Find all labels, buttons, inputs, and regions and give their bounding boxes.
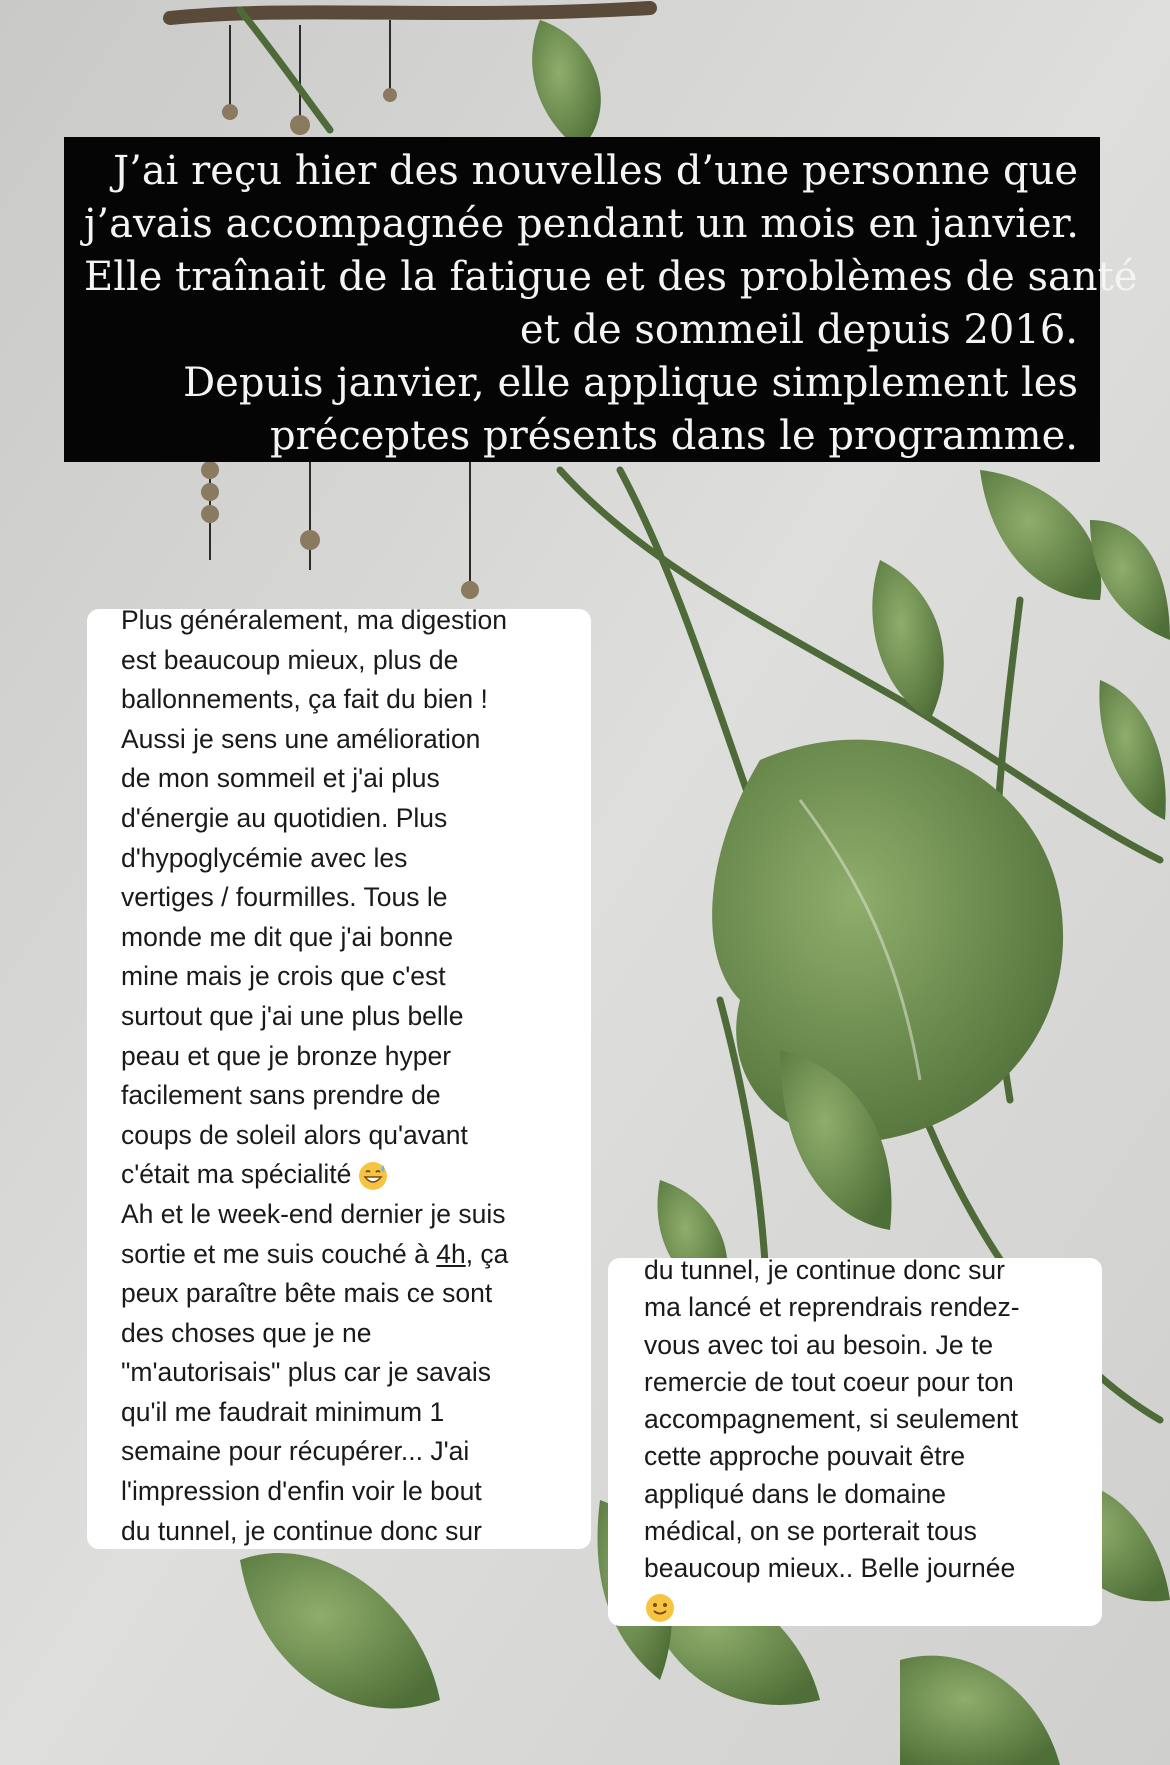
message-line xyxy=(121,1235,591,1275)
message-line: surtout que j'ai une plus belle xyxy=(121,1000,464,1031)
caption-line: J’ai reçu hier des nouvelles d’une personne que xyxy=(113,148,1078,194)
story-caption xyxy=(64,137,1138,462)
message-line: ballonnements, ça fait du bien ! xyxy=(121,684,488,715)
message-line: est beaucoup mieux, plus de xyxy=(121,644,459,675)
message-line: Plus généralement, ma digestion xyxy=(121,609,507,635)
message-line: "m'autorisais" plus car je savais xyxy=(121,1357,491,1388)
message-line: accompagnement, si seulement xyxy=(644,1404,1019,1435)
message-line: mine mais je crois que c'est xyxy=(121,961,446,992)
message-text: , ça xyxy=(465,1238,509,1269)
message-line: du tunnel, je continue donc sur xyxy=(644,1258,1005,1285)
message-line: beaucoup mieux.. Belle journée xyxy=(644,1553,1016,1584)
smiling-face-emoji xyxy=(644,1592,676,1624)
message-screenshot-2 xyxy=(608,1258,1102,1626)
message-line xyxy=(121,1155,591,1195)
grinning-sweat-emoji xyxy=(357,1160,389,1192)
message-line: du tunnel, je continue donc sur xyxy=(121,1515,482,1546)
caption-line: Depuis janvier, elle applique simplement les xyxy=(183,360,1078,406)
time-link[interactable]: 4h xyxy=(436,1238,466,1269)
message-line: appliqué dans le domaine xyxy=(644,1478,947,1509)
message-screenshot-1 xyxy=(87,609,591,1549)
message-line: qu'il me faudrait minimum 1 xyxy=(121,1396,445,1427)
message-line: vertiges / fourmilles. Tous le xyxy=(121,882,448,913)
caption-line: Elle traînait de la fatigue et des problèmes de santé xyxy=(84,254,1138,300)
message-line: peux paraître bête mais ce sont xyxy=(121,1278,493,1309)
message-line: cette approche pouvait être xyxy=(644,1441,966,1472)
message-line: ma lancé et reprendrais rendez- xyxy=(644,1292,1020,1323)
message-line: peau et que je bronze hyper xyxy=(121,1040,452,1071)
message-line: Aussi je sens une amélioration xyxy=(121,723,481,754)
caption-line: préceptes présents dans le programme. xyxy=(269,413,1078,459)
message-line: vous avec toi au besoin. Je te xyxy=(644,1329,994,1360)
message-line: coups de soleil alors qu'avant xyxy=(121,1119,468,1150)
caption-line: j’avais accompagnée pendant un mois en janvier. xyxy=(84,201,1079,247)
message-text: sortie et me suis couché à xyxy=(121,1238,437,1269)
message-line: d'énergie au quotidien. Plus xyxy=(121,802,448,833)
message-text: c'était ma spécialité xyxy=(121,1159,352,1190)
message-line: de mon sommeil et j'ai plus xyxy=(121,763,440,794)
message-line: des choses que je ne xyxy=(121,1317,372,1348)
message-line: semaine pour récupérer... J'ai xyxy=(121,1436,470,1467)
caption-line: et de sommeil depuis 2016. xyxy=(519,307,1078,353)
message-line: d'hypoglycémie avec les xyxy=(121,842,408,873)
message-line: facilement sans prendre de xyxy=(121,1080,441,1111)
message-line: l'impression d'enfin voir le bout xyxy=(121,1476,482,1507)
message-line: Ah et le week-end dernier je suis xyxy=(121,1198,506,1229)
message-line: médical, on se porterait tous xyxy=(644,1516,977,1547)
message-line: remercie de tout coeur pour ton xyxy=(644,1366,1014,1397)
message-line: monde me dit que j'ai bonne xyxy=(121,921,454,952)
message-line xyxy=(644,1588,1102,1625)
